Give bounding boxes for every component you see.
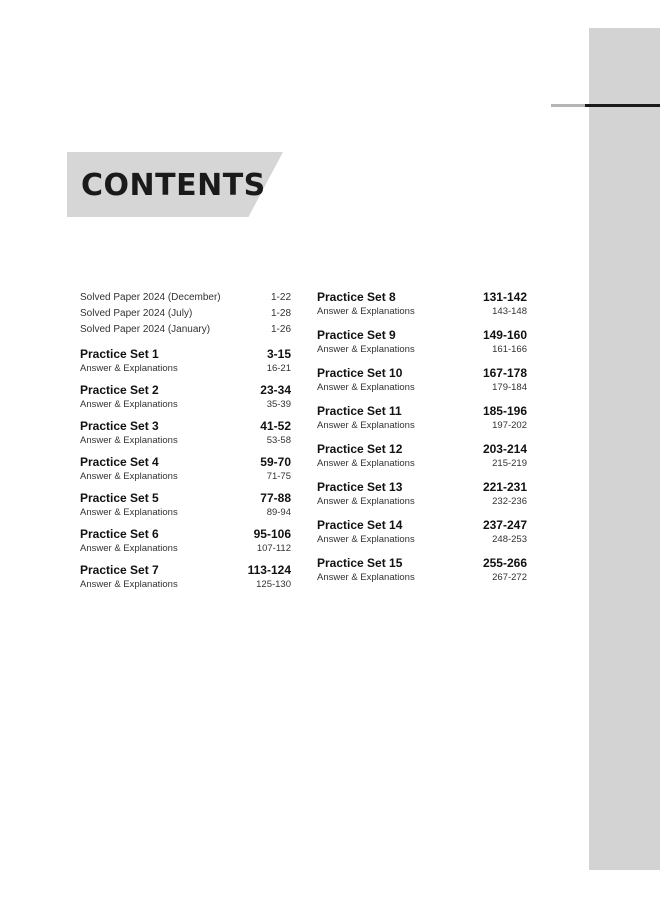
answer-label: Answer & Explanations [80, 363, 178, 374]
answer-label: Answer & Explanations [80, 399, 178, 410]
toc-practice-set-4 [80, 455, 291, 483]
answer-label: Answer & Explanations [80, 471, 178, 482]
answer-pages: 161-166 [492, 344, 527, 355]
answer-pages: 215-219 [492, 458, 527, 469]
set-title: Practice Set 9 [317, 328, 396, 342]
toc-entry-pages: 1-28 [270, 308, 291, 319]
toc-practice-set-2 [80, 383, 291, 411]
answer-label: Answer & Explanations [317, 306, 415, 317]
toc-entry-pages: 1-26 [270, 324, 291, 335]
answer-label: Answer & Explanations [317, 344, 415, 355]
toc-practice-set-10 [317, 366, 527, 394]
set-title: Practice Set 2 [80, 383, 159, 397]
answer-pages: 71-75 [266, 471, 291, 482]
answer-pages: 35-39 [266, 399, 291, 410]
answer-pages: 53-58 [266, 435, 291, 446]
answer-label: Answer & Explanations [317, 458, 415, 469]
toc-entry-label: Solved Paper 2024 (January) [80, 324, 211, 335]
answer-pages: 232-236 [492, 496, 527, 507]
toc-practice-set-11 [317, 404, 527, 432]
set-title: Practice Set 12 [317, 442, 403, 456]
answer-label: Answer & Explanations [80, 435, 178, 446]
toc-practice-set-13 [317, 480, 527, 508]
toc-right-column [317, 290, 527, 594]
answer-label: Answer & Explanations [317, 496, 415, 507]
set-title: Practice Set 7 [80, 563, 159, 577]
answer-pages: 267-272 [492, 572, 527, 583]
answer-pages: 179-184 [492, 382, 527, 393]
toc-practice-set-14 [317, 518, 527, 546]
set-title: Practice Set 10 [317, 366, 403, 380]
header-rule-dark [585, 104, 660, 107]
set-pages: 255-266 [482, 556, 527, 570]
toc-entry-solved-dec [80, 290, 291, 306]
set-title: Practice Set 8 [317, 290, 396, 304]
toc-practice-set-1 [80, 347, 291, 375]
set-title: Practice Set 1 [80, 347, 159, 361]
set-pages: 167-178 [482, 366, 527, 380]
set-pages: 203-214 [482, 442, 527, 456]
answer-label: Answer & Explanations [317, 534, 415, 545]
set-pages: 113-124 [247, 563, 291, 577]
toc-practice-set-5 [80, 491, 291, 519]
answer-pages: 248-253 [492, 534, 527, 545]
answer-label: Answer & Explanations [80, 579, 178, 590]
toc-practice-set-12 [317, 442, 527, 470]
set-pages: 3-15 [266, 347, 291, 361]
set-pages: 95-106 [253, 527, 291, 541]
toc-entry-label: Solved Paper 2024 (December) [80, 292, 221, 303]
set-pages: 77-88 [260, 491, 291, 505]
toc-practice-set-3 [80, 419, 291, 447]
set-title: Practice Set 11 [317, 404, 402, 418]
set-title: Practice Set 3 [80, 419, 159, 433]
toc-practice-set-6 [80, 527, 291, 555]
set-pages: 237-247 [482, 518, 527, 532]
answer-label: Answer & Explanations [317, 382, 415, 393]
answer-pages: 107-112 [256, 543, 291, 554]
page-edge-strip [589, 28, 660, 870]
answer-pages: 197-202 [492, 420, 527, 431]
page-title: CONTENTS [81, 168, 266, 203]
toc-entry-pages: 1-22 [270, 292, 291, 303]
set-pages: 149-160 [482, 328, 527, 342]
toc-left-column [80, 290, 291, 599]
set-title: Practice Set 13 [317, 480, 403, 494]
set-pages: 59-70 [260, 455, 291, 469]
answer-label: Answer & Explanations [317, 572, 415, 583]
set-title: Practice Set 5 [80, 491, 159, 505]
set-title: Practice Set 15 [317, 556, 403, 570]
header-rule-light [551, 104, 585, 107]
answer-pages: 143-148 [492, 306, 527, 317]
set-pages: 185-196 [482, 404, 527, 418]
toc-entry-solved-jul [80, 306, 291, 322]
answer-pages: 125-130 [256, 579, 291, 590]
toc-practice-set-15 [317, 556, 527, 584]
set-title: Practice Set 14 [317, 518, 403, 532]
set-pages: 41-52 [260, 419, 291, 433]
answer-pages: 89-94 [266, 507, 291, 518]
answer-label: Answer & Explanations [80, 507, 178, 518]
toc-entry-solved-jan [80, 322, 291, 338]
toc-practice-set-9 [317, 328, 527, 356]
set-pages: 221-231 [482, 480, 527, 494]
toc-practice-set-8 [317, 290, 527, 318]
set-title: Practice Set 6 [80, 527, 159, 541]
answer-label: Answer & Explanations [317, 420, 415, 431]
set-pages: 23-34 [260, 383, 291, 397]
toc-practice-set-7 [80, 563, 291, 591]
toc-entry-label: Solved Paper 2024 (July) [80, 308, 193, 319]
set-title: Practice Set 4 [80, 455, 159, 469]
answer-pages: 16-21 [266, 363, 291, 374]
set-pages: 131-142 [482, 290, 527, 304]
answer-label: Answer & Explanations [80, 543, 178, 554]
